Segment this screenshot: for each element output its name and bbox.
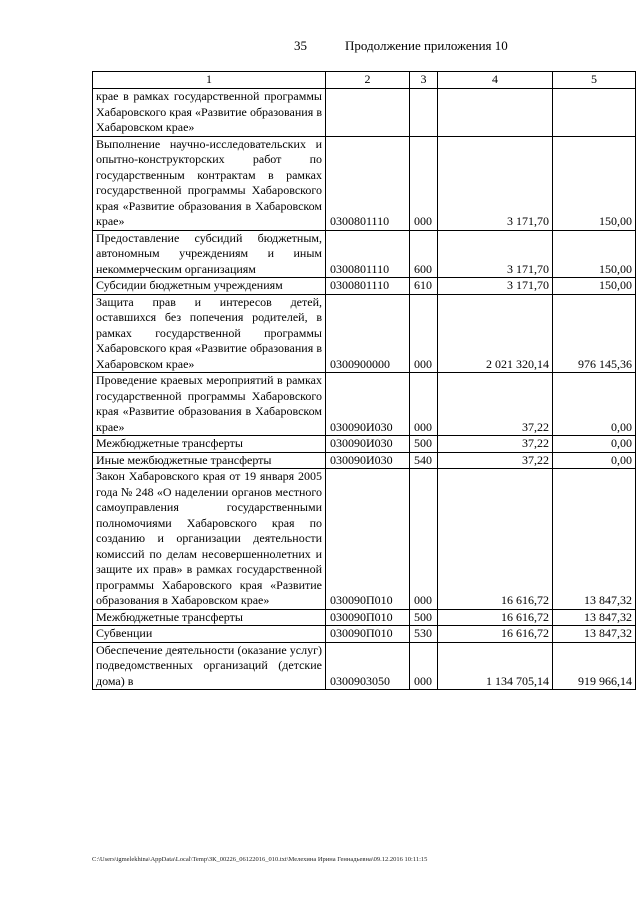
- row-name-cell: Межбюджетные трансферты: [93, 609, 326, 626]
- row-type-cell: 500: [410, 436, 438, 453]
- page-number: 35: [294, 38, 307, 53]
- row-value-col5-cell: 13 847,32: [553, 626, 636, 643]
- column-header: 1: [93, 72, 326, 89]
- row-value-col5-cell: 919 966,14: [553, 642, 636, 690]
- column-header: 2: [326, 72, 410, 89]
- row-type-cell: 600: [410, 230, 438, 278]
- row-value-col4-cell: 16 616,72: [438, 469, 553, 610]
- row-value-col4-cell: 1 134 705,14: [438, 642, 553, 690]
- budget-table: [92, 71, 636, 690]
- row-code-cell: 030090И030: [326, 373, 410, 436]
- table-row: [93, 89, 636, 137]
- row-type-cell: 000: [410, 642, 438, 690]
- row-value-col4-cell: 3 171,70: [438, 278, 553, 295]
- row-value-col4-cell: 16 616,72: [438, 609, 553, 626]
- table-row: [93, 373, 636, 436]
- row-name-cell: Защита прав и интересов детей, оставшихся без попечения родителей, в рамках государственной программы Хабаровского края «Развитие образования в Хабаровском крае»: [93, 294, 326, 373]
- row-name-cell: Иные межбюджетные трансферты: [93, 452, 326, 469]
- row-type-cell: 540: [410, 452, 438, 469]
- row-type-cell: 530: [410, 626, 438, 643]
- table-row: [93, 294, 636, 373]
- row-type-cell: 000: [410, 469, 438, 610]
- row-code-cell: 0300801110: [326, 230, 410, 278]
- row-code-cell: 030090И030: [326, 436, 410, 453]
- row-value-col4-cell: 3 171,70: [438, 230, 553, 278]
- table-row: [93, 452, 636, 469]
- row-value-col5-cell: 13 847,32: [553, 469, 636, 610]
- row-type-cell: 610: [410, 278, 438, 295]
- table-row: [93, 609, 636, 626]
- row-value-col5-cell: [553, 89, 636, 137]
- row-code-cell: 030090П010: [326, 609, 410, 626]
- row-name-cell: Обеспечение деятельности (оказание услуг) подведомственных организаций (детские дома) в: [93, 642, 326, 690]
- row-code-cell: 0300801110: [326, 136, 410, 230]
- row-code-cell: [326, 89, 410, 137]
- row-name-cell: Выполнение научно-исследовательских и опытно-конструкторских работ по государственным контрактам в рамках государственной программы Хабаровского края «Развитие образования в Хабаровском крае»: [93, 136, 326, 230]
- table-row: [93, 469, 636, 610]
- row-value-col5-cell: 0,00: [553, 373, 636, 436]
- table-row: [93, 626, 636, 643]
- row-value-col5-cell: 976 145,36: [553, 294, 636, 373]
- row-value-col5-cell: 150,00: [553, 230, 636, 278]
- row-value-col5-cell: 150,00: [553, 136, 636, 230]
- row-value-col4-cell: 16 616,72: [438, 626, 553, 643]
- table-row: [93, 642, 636, 690]
- row-code-cell: 0300900000: [326, 294, 410, 373]
- row-type-cell: [410, 89, 438, 137]
- table-row: [93, 230, 636, 278]
- row-value-col4-cell: [438, 89, 553, 137]
- row-type-cell: 000: [410, 136, 438, 230]
- row-type-cell: 500: [410, 609, 438, 626]
- row-value-col4-cell: 37,22: [438, 373, 553, 436]
- column-header: 4: [438, 72, 553, 89]
- table-header-row: [93, 72, 636, 89]
- column-header: 5: [553, 72, 636, 89]
- row-code-cell: 0300903050: [326, 642, 410, 690]
- row-value-col4-cell: 37,22: [438, 452, 553, 469]
- row-name-cell: Межбюджетные трансферты: [93, 436, 326, 453]
- file-path-footer: C:\Users\igmelekhina\AppData\Local\Temp\ЗК_00226_06122016_010.txt\Мелехина Ирина Геннадьевна\09.12.2016 10:11:15: [92, 856, 428, 863]
- row-code-cell: 0300801110: [326, 278, 410, 295]
- row-code-cell: 030090П010: [326, 469, 410, 610]
- row-type-cell: 000: [410, 373, 438, 436]
- row-name-cell: Закон Хабаровского края от 19 января 2005 года № 248 «О наделении органов местного самоуправления государственными полномочиями Хабаровского края по созданию и организации деятельности комиссий по делам несовершеннолетних и защите их прав» в рамках государственной программы Хабаровского края «Развитие образования в Хабаровском крае»: [93, 469, 326, 610]
- row-value-col5-cell: 13 847,32: [553, 609, 636, 626]
- row-value-col5-cell: 0,00: [553, 436, 636, 453]
- row-value-col4-cell: 37,22: [438, 436, 553, 453]
- column-header: 3: [410, 72, 438, 89]
- row-type-cell: 000: [410, 294, 438, 373]
- row-name-cell: Субсидии бюджетным учреждениям: [93, 278, 326, 295]
- table-row: [93, 278, 636, 295]
- row-name-cell: Субвенции: [93, 626, 326, 643]
- row-name-cell: Предоставление субсидий бюджетным, автономным учреждениям и иным некоммерческим организациям: [93, 230, 326, 278]
- row-value-col5-cell: 0,00: [553, 452, 636, 469]
- row-code-cell: 030090И030: [326, 452, 410, 469]
- table-row: [93, 136, 636, 230]
- row-name-cell: Проведение краевых мероприятий в рамках государственной программы Хабаровского края «Развитие образования в Хабаровском крае»: [93, 373, 326, 436]
- row-name-cell: крае в рамках государственной программы Хабаровского края «Развитие образования в Хабаровском крае»: [93, 89, 326, 137]
- row-value-col5-cell: 150,00: [553, 278, 636, 295]
- table-row: [93, 436, 636, 453]
- row-code-cell: 030090П010: [326, 626, 410, 643]
- row-value-col4-cell: 3 171,70: [438, 136, 553, 230]
- row-value-col4-cell: 2 021 320,14: [438, 294, 553, 373]
- page-title: Продолжение приложения 10: [345, 38, 508, 53]
